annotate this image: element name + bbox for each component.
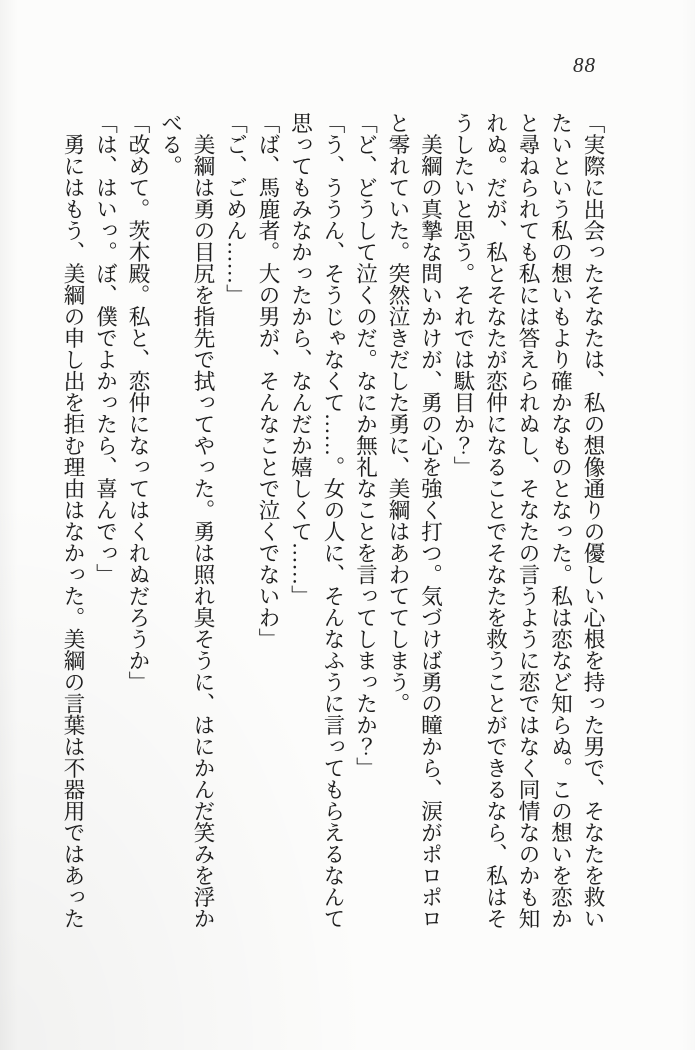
text-line: 「ば、馬鹿者。大の男が、そんなことで泣くでないわ」 [256,112,280,650]
text-line: たいという私の想いもより確かなものとなった。私は恋など知らぬ。この想いを恋か [548,112,573,929]
text-line: 「う、ううん、そうじゃなくて……。女の人に、そんなふうに言ってもらえるなんて [321,112,345,929]
text-line: 美綱の真摯な問いかけが、勇の心を強く打つ。気づけば勇の瞳から、涙がポロポロ [418,112,443,929]
text-line: 美綱は勇の目尻を指先で拭ってやった。勇は照れ臭そうに、はにかんだ笑みを浮か [191,112,215,929]
text-line: 「ど、どうして泣くのだ。なにか無礼なことを言ってしまったか？」 [353,112,378,779]
text-line: 思ってもみなかったから、なんだか嬉しくて……」 [288,112,313,607]
text-line: 「実際に出会ったそなたは、私の想像通りの優しい心根を持った男で、そなたを救い [581,112,605,929]
text-line: べる。 [158,112,183,177]
text-block [57,112,610,948]
text-line: と零れていた。突然泣きだした勇に、美綱はあわててしまう。 [386,112,410,714]
text-line: うしたいと思う。それでは駄目か？」 [451,112,475,478]
text-line: 「改めて。茨木殿。私と、恋仲になってはくれぬだろうか」 [126,112,150,693]
text-line: と尋ねられても私には答えられぬし、そなたの言うように恋ではなく同情なのかも知 [516,112,540,929]
text-line: 勇にはもう、美綱の申し出を拒む理由はなかった。美綱の言葉は不器用ではあった [61,112,85,929]
page-number: 88 [573,53,596,77]
text-line: れぬ。だが、私とそなたが恋仲になることでそなたを救うことができるなら、私はそ [483,112,508,929]
text-line: 「ご、ごめん……」 [223,112,248,306]
text-line: 「は、はいっ。ぼ、僕でよかったら、喜んでっ」 [93,112,118,585]
